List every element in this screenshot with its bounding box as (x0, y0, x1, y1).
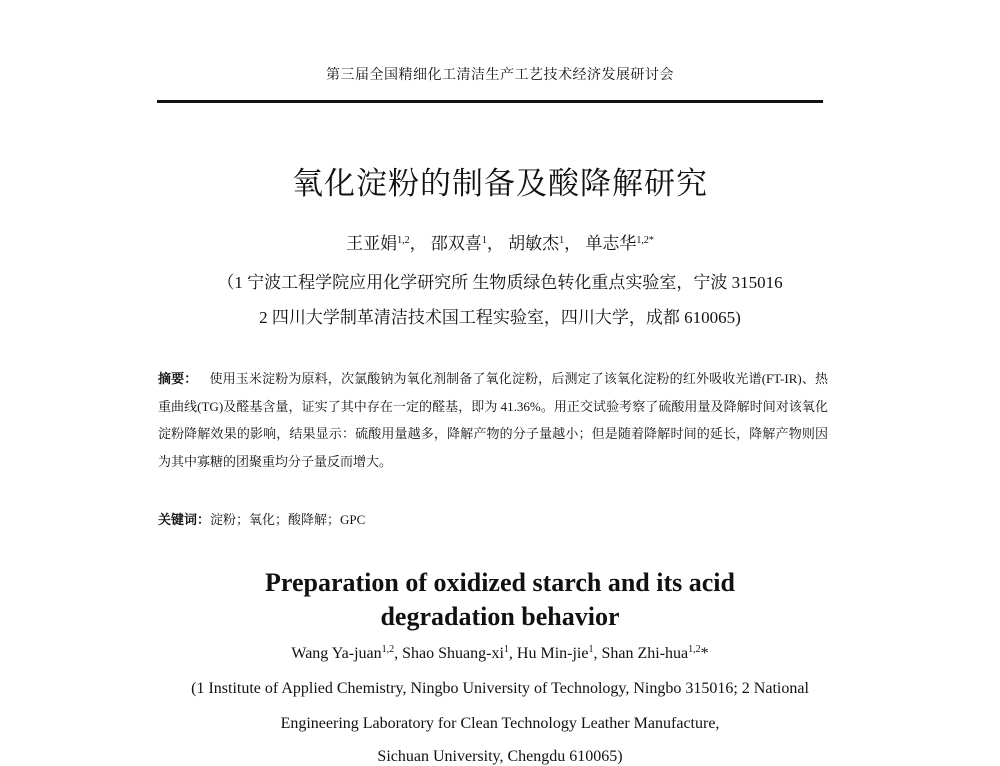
en-author-name: Shao Shuang-xi (402, 645, 504, 662)
en-author-sep: * (700, 645, 709, 662)
english-title-line-1: Preparation of oxidized starch and its acid (265, 568, 735, 597)
en-author-sup: 1,2 (381, 644, 395, 655)
en-author-name: Wang Ya-juan (291, 645, 382, 662)
chinese-affiliation-2: 2 四川大学制革清洁技术国工程实验室，四川大学，成都 610065) (259, 308, 741, 327)
english-affiliation-line-2: Engineering Laboratory for Clean Technology Leather Manufacture, (280, 715, 720, 732)
keywords-label: 关键词： (158, 512, 211, 527)
english-authors (0, 645, 1000, 663)
en-author-sup: 1 (503, 644, 509, 655)
chinese-affiliation-1: （1 宁波工程学院应用化学研究所 生物质绿色转化重点实验室，宁波 315016 (217, 273, 783, 292)
cn-author-sep: ， (564, 234, 582, 253)
english-affiliation-line-3: Sichuan University, Chengdu 610065) (377, 748, 623, 765)
chinese-authors (0, 229, 1000, 254)
header-rule (157, 100, 823, 103)
cn-author-sup: 1,2* (636, 235, 654, 246)
english-affiliation-line-1: (1 Institute of Applied Chemistry, Ningbo University of Technology, Ningbo 315016; 2 National (191, 680, 809, 697)
cn-author-sup: 1,2 (397, 235, 410, 246)
english-title-line-2: degradation behavior (380, 602, 620, 631)
cn-author-name: 邵双喜 (430, 234, 482, 253)
keywords-text: 淀粉；氧化；酸降解；GPC (210, 512, 366, 527)
cn-author-sep: ， (409, 234, 427, 253)
en-author-sep: , (394, 645, 403, 662)
cn-author-sup: 1 (559, 235, 565, 246)
keywords (158, 509, 365, 528)
cn-author-sup: 1 (481, 235, 487, 246)
en-author-sup: 1,2 (688, 644, 701, 655)
abstract-text: 使用玉米淀粉为原料，次氯酸钠为氧化剂制备了氧化淀粉，后测定了该氧化淀粉的红外吸收光谱(FT-IR)、热重曲线(TG)及醛基含量，证实了其中存在一定的醛基，即为 41.36%。用正交试验考察了硫酸用量及降解时间对该氧化淀粉降解效果的影响，结果显示：硫酸用量越多，降解产物的分子量越小；但是随着降解时间的延长，降解产物则因为其中寡糖的团聚重均分子量反而增大。 (158, 371, 828, 469)
en-author-sup: 1 (588, 644, 594, 655)
cn-author-name: 王亚娟 (346, 234, 398, 253)
chinese-title: 氧化淀粉的制备及酸降解研究 (292, 166, 708, 201)
conference-header: 第三届全国精细化工清洁生产工艺技术经济发展研讨会 (326, 68, 674, 83)
en-author-sep: , (508, 645, 517, 662)
cn-author-sep: ， (486, 234, 504, 253)
cn-author-name: 单志华 (585, 234, 637, 253)
abstract-label: 摘要： (158, 371, 198, 386)
en-author-name: Hu Min-jie (516, 645, 589, 662)
english-title (0, 566, 1000, 634)
en-author-name: Shan Zhi-hua (601, 645, 689, 662)
cn-author-name: 胡敏杰 (508, 234, 560, 253)
en-author-sep: , (593, 645, 602, 662)
abstract (158, 365, 828, 475)
